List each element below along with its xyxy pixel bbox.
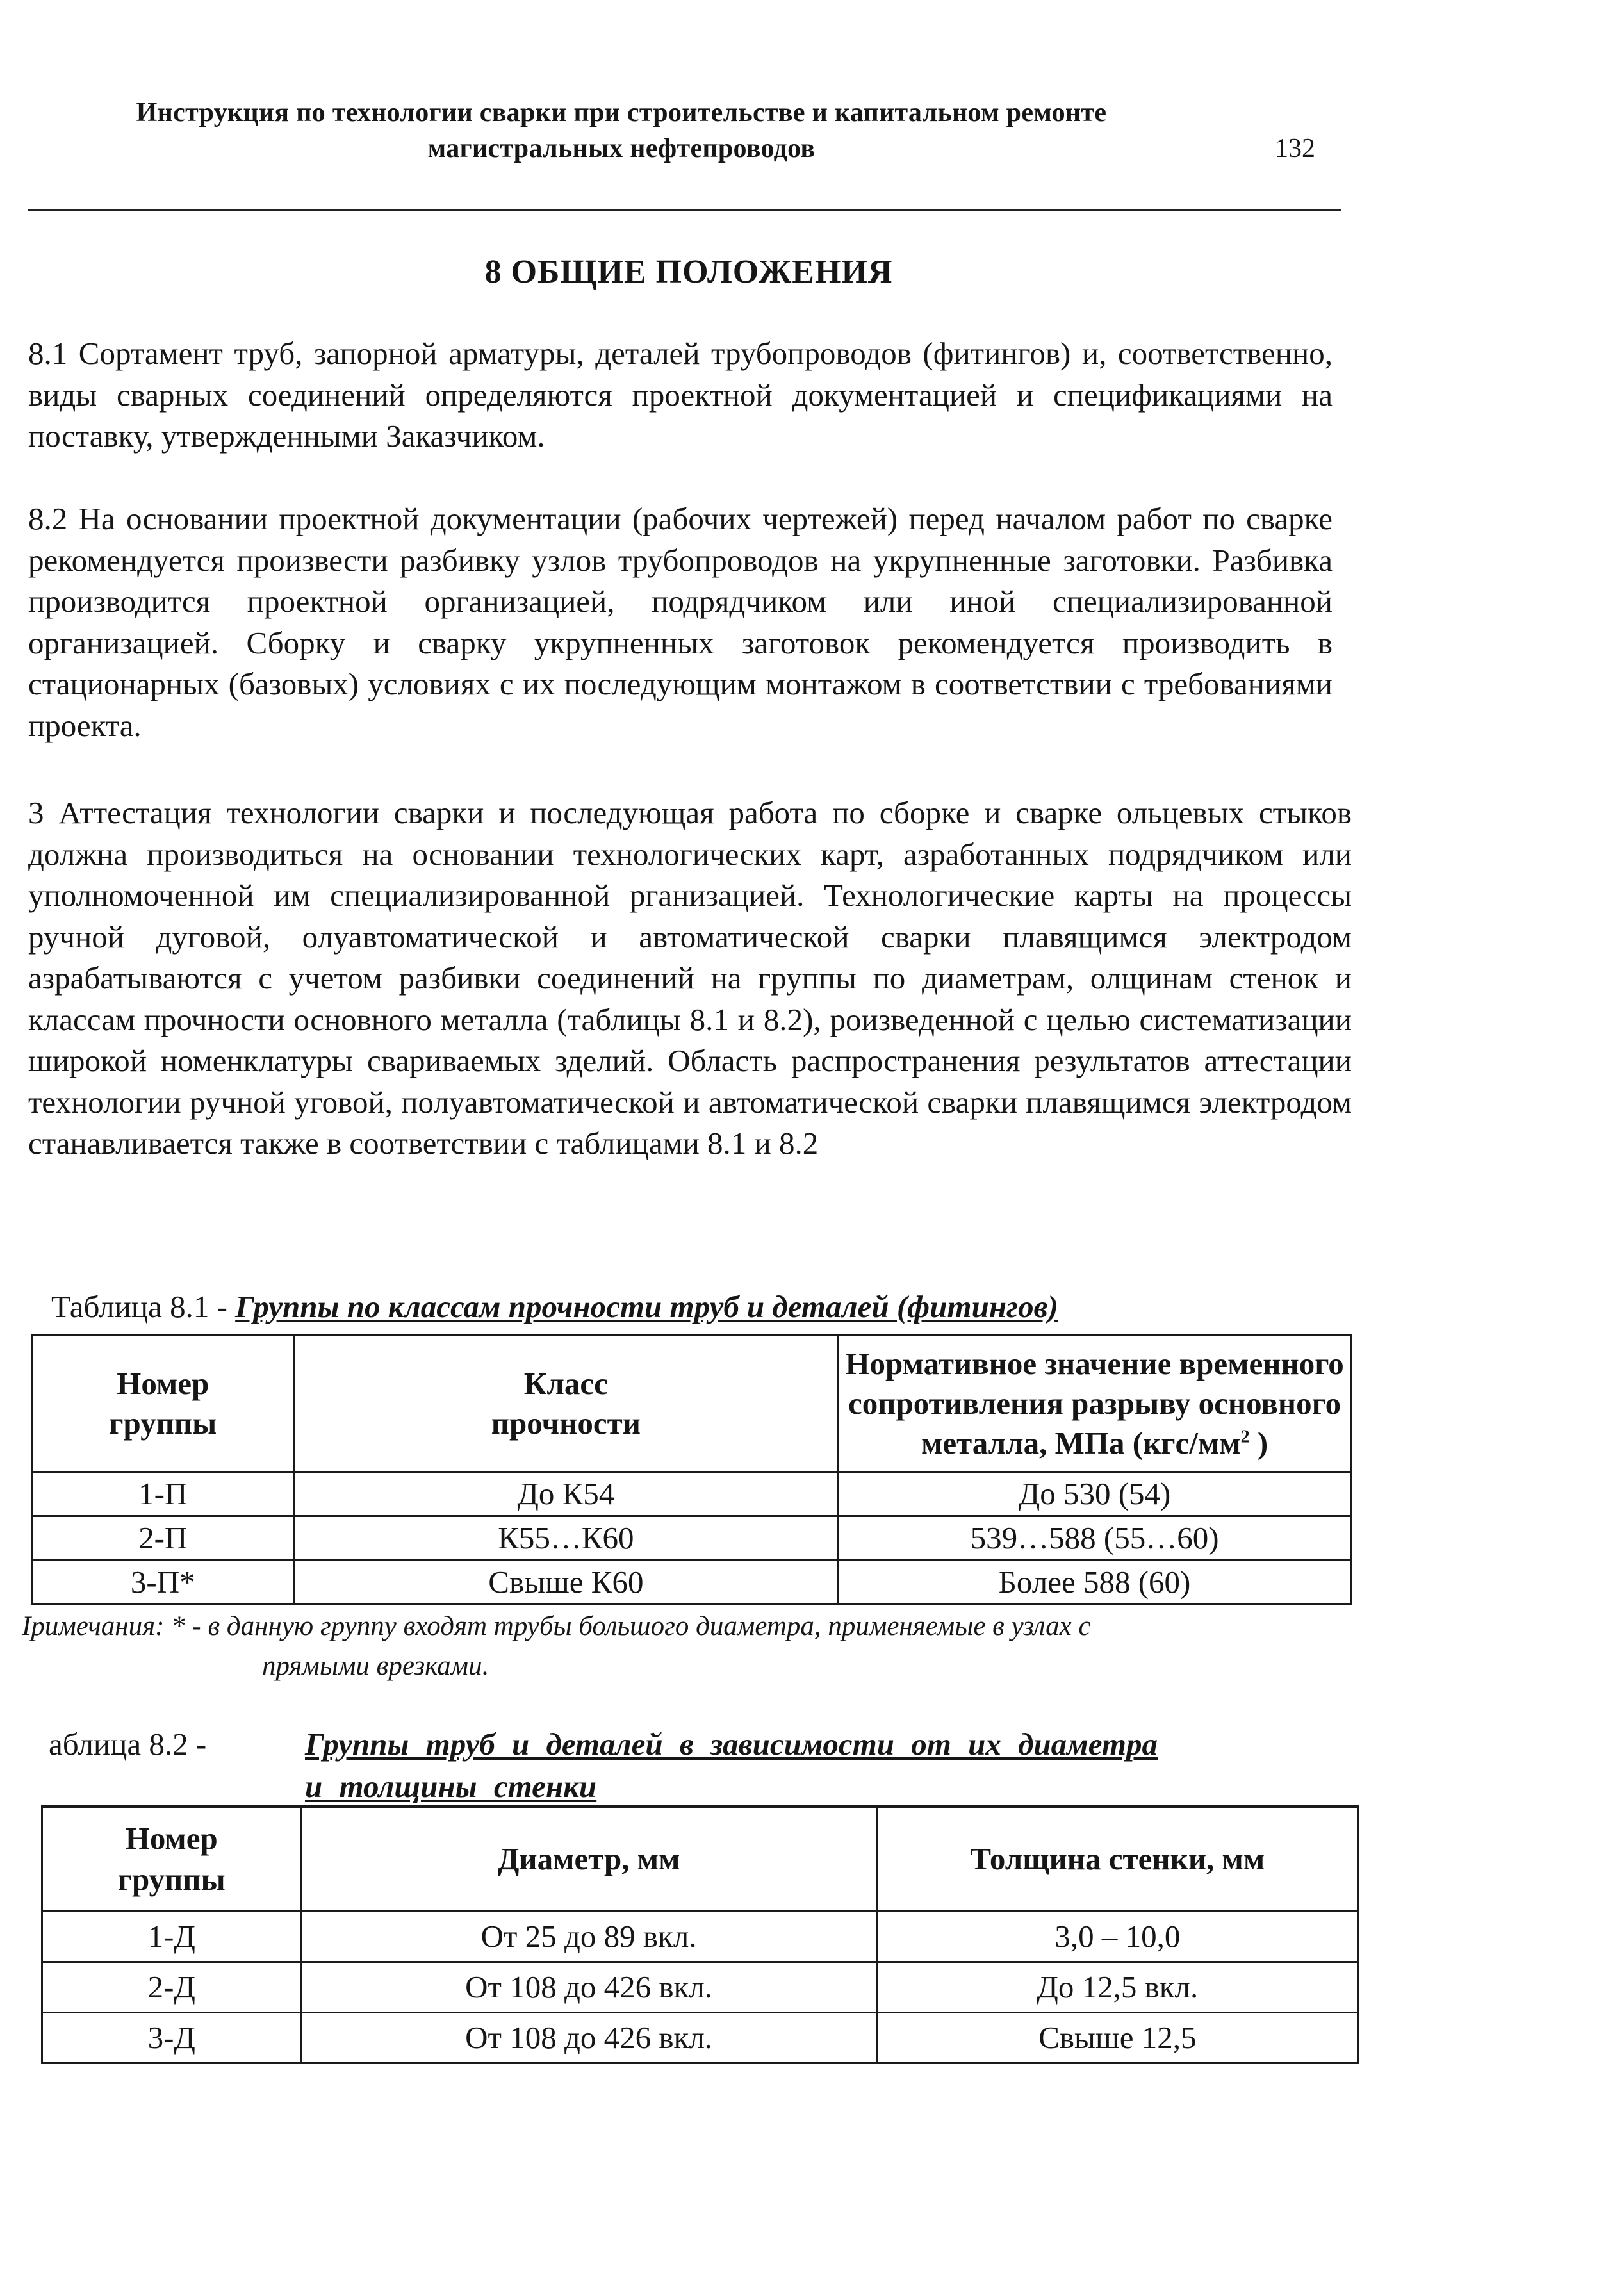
column-header-class: Класс прочности	[294, 1336, 838, 1472]
cell-group: 2-Д	[42, 1962, 302, 2013]
cell-thickness: 3,0 – 10,0	[876, 1912, 1358, 1962]
column-header-strength-value: Нормативное значение временного сопротивления разрыву основного металла, МПа ($кгс/мм^2$ )	[838, 1336, 1352, 1472]
cell-group: 1-П	[32, 1472, 295, 1516]
table-8-1-caption	[51, 1288, 1058, 1326]
cell-group: 3-П*	[32, 1561, 295, 1605]
cell-value: Более 588 (60)	[838, 1561, 1352, 1605]
cell-class: Свыше К60	[294, 1561, 838, 1605]
cell-group: 1-Д	[42, 1912, 302, 1962]
table-8-1-caption-label: Таблица 8.1 -	[51, 1289, 236, 1324]
column-header-diameter: Диаметр, мм	[301, 1807, 876, 1912]
note-line-1: Іримечания: * - в данную группу входят трубы большого диаметра, применяемые в узлах с	[22, 1611, 1091, 1641]
table-8-1-caption-title: Группы по классам прочности труб и деталей (фитингов)	[235, 1289, 1058, 1324]
cell-value: 539…588 (55…60)	[838, 1516, 1352, 1561]
cell-group: 3-Д	[42, 2013, 302, 2063]
table-row	[32, 1561, 1352, 1605]
cell-class: К55…К60	[294, 1516, 838, 1561]
cell-diameter: От 108 до 426 вкл.	[301, 1962, 876, 2013]
page-number: 132	[1275, 134, 1315, 163]
table-row	[32, 1516, 1352, 1561]
cell-class: До К54	[294, 1472, 838, 1516]
running-header-line-2: магистральных нефтепроводов	[427, 134, 816, 163]
cell-group: 2-П	[32, 1516, 295, 1561]
column-header-thickness: Толщина стенки, мм	[876, 1807, 1358, 1912]
table-8-2-caption-title: Группы труб и деталей в зависимости от их диаметра	[305, 1726, 1158, 1762]
cell-diameter: От 25 до 89 вкл.	[301, 1912, 876, 1962]
running-header-line-1: Инструкция по технологии сварки при строительстве и капитальном ремонте	[136, 98, 1107, 127]
cell-diameter: От 108 до 426 вкл.	[301, 2013, 876, 2063]
table-header-row	[32, 1336, 1352, 1472]
paragraph-8-3: 3 Аттестация технологии сварки и последующая работа по сборке и сварке ольцевых стыков должна производиться на основании технологических карт, азработанных подрядчиком или уполномоченной им специализированной рганизацией. Технологические карты на процессы ручной дуговой, олуавтоматической и автоматической сварки плавящимся электродом азрабатываются с учетом разбивки соединений на группы по диаметрам, олщинам стенок и классам прочности основного металла (таблицы 8.1 и 8.2), роизведенной с целью систематизации широкой номенклатуры свариваемых зделий. Область распространения результатов аттестации технологии ручной уговой, полуавтоматической и автоматической сварки плавящимся электродом станавливается также в соответствии с таблицами 8.1 и 8.2	[28, 795, 1352, 1161]
table-row	[42, 1912, 1359, 1962]
table-8-2-caption-label: аблица 8.2 -	[49, 1726, 207, 1762]
note-line-2: прямыми врезками.	[262, 1651, 489, 1681]
table-8-1-note	[22, 1607, 1361, 1686]
table-row	[42, 1962, 1359, 2013]
table-8-2-caption	[49, 1723, 1158, 1808]
table-row	[32, 1472, 1352, 1516]
paragraph-8-2: 8.2 На основании проектной документации (рабочих чертежей) перед началом работ по сварке рекомендуется произвести разбивку узлов трубопроводов на укрупненные заготовки. Разбивка производится проектной организацией, подрядчиком или иной специализированной организацией. Сборку и сварку укрупненных заготовок рекомендуется производить в стационарных (базовых) условиях с их последующим монтажом в соответствии с требованиями проекта.	[28, 501, 1333, 743]
running-header	[77, 95, 1166, 167]
paragraph-8-1: 8.1 Сортамент труб, запорной арматуры, деталей трубопроводов (фитингов) и, соответственно, виды сварных соединений определяются проектной документацией и спецификациями на поставку, утвержденными Заказчиком.	[28, 336, 1333, 454]
column-header-group: Номер группы	[42, 1807, 302, 1912]
table-8-1	[31, 1334, 1352, 1605]
cell-thickness: Свыше 12,5	[876, 2013, 1358, 2063]
cell-thickness: До 12,5 вкл.	[876, 1962, 1358, 2013]
column-header-group: Номер группы	[32, 1336, 295, 1472]
table-row	[42, 2013, 1359, 2063]
table-header-row	[42, 1807, 1359, 1912]
section-title: 8 ОБЩИЕ ПОЛОЖЕНИЯ	[484, 254, 893, 290]
header-divider	[28, 209, 1341, 211]
cell-value: До 530 (54)	[838, 1472, 1352, 1516]
table-8-2	[41, 1805, 1359, 2064]
table-8-2-caption-title-cont: и толщины стенки	[305, 1769, 597, 1804]
